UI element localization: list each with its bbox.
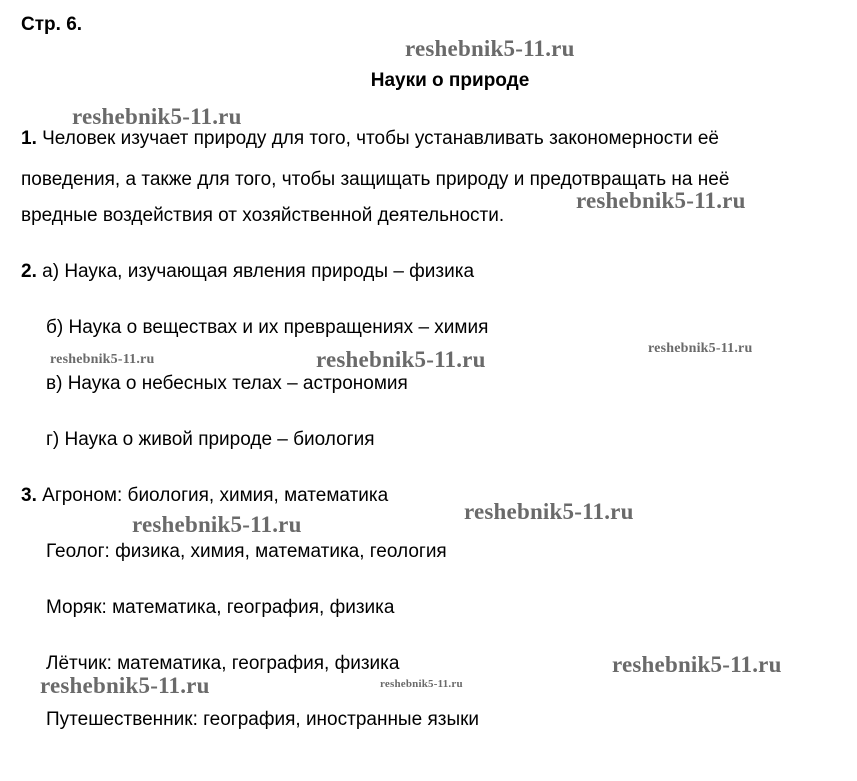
- task-3-item-1: [21, 484, 388, 508]
- watermark: reshebnik5-11.ru: [316, 347, 486, 372]
- watermark: reshebnik5-11.ru: [132, 512, 302, 537]
- task-3-item-5: Путешественник: география, иностранные языки: [46, 709, 480, 730]
- task-3-item-3: Моряк: математика, география, физика: [46, 597, 395, 618]
- task-2-item-b: б) Наука о веществах и их превращениях – химия: [46, 317, 489, 338]
- watermark: reshebnik5-11.ru: [380, 678, 463, 690]
- task-2-item-c: в) Наука о небесных телах – астрономия: [46, 373, 408, 394]
- task-1-line-1: [21, 127, 719, 151]
- watermark: reshebnik5-11.ru: [612, 652, 782, 677]
- watermark: reshebnik5-11.ru: [40, 673, 210, 698]
- task-3-item-4: Лётчик: математика, география, физика: [46, 653, 400, 674]
- task-1-number: 1.: [21, 128, 37, 149]
- task-3-number: 3.: [21, 485, 37, 506]
- task-1-line-2: поведения, а также для того, чтобы защищать природу и предотвращать на неё: [21, 169, 730, 190]
- task-2-item-d: г) Наука о живой природе – биология: [46, 429, 375, 450]
- watermark: reshebnik5-11.ru: [464, 499, 634, 524]
- watermark: reshebnik5-11.ru: [648, 341, 753, 356]
- task-1-line-3: вредные воздействия от хозяйственной деятельности.: [21, 205, 505, 226]
- watermark: reshebnik5-11.ru: [72, 104, 242, 129]
- task-3-item-2: Геолог: физика, химия, математика, геология: [46, 541, 447, 562]
- watermark: reshebnik5-11.ru: [50, 352, 155, 367]
- watermark: reshebnik5-11.ru: [405, 36, 575, 61]
- task-1-text-1: Человек изучает природу для того, чтобы устанавливать закономерности её: [42, 128, 719, 149]
- task-2-number: 2.: [21, 261, 37, 282]
- page-title: Науки о природе: [370, 70, 530, 91]
- task-3-text-1: Агроном: биология, химия, математика: [42, 485, 389, 506]
- task-2-text-a: а) Наука, изучающая явления природы – физика: [42, 261, 475, 282]
- page-number: Стр. 6.: [21, 14, 83, 35]
- task-2-item-a: [21, 260, 474, 284]
- watermark: reshebnik5-11.ru: [576, 188, 746, 213]
